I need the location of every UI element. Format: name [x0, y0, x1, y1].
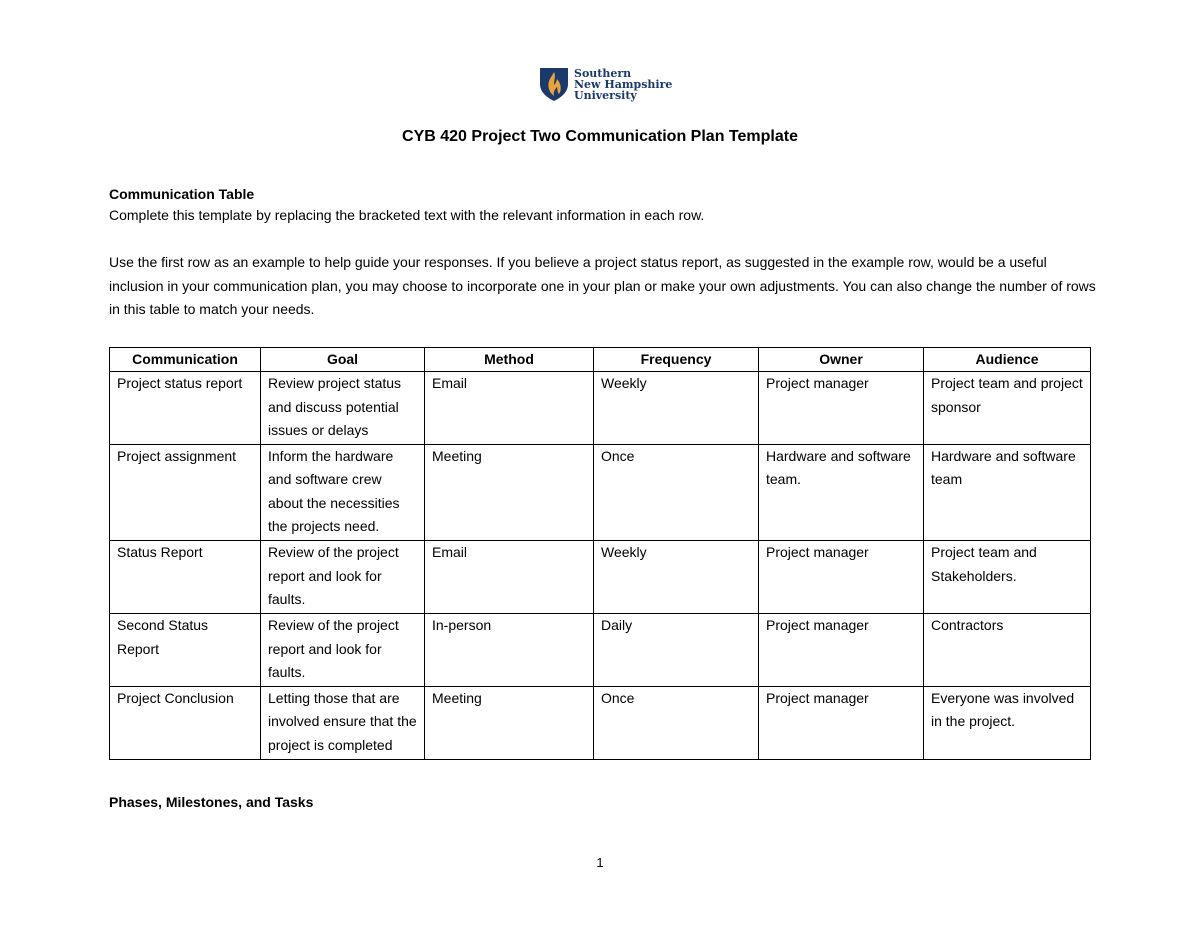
- table-cell[interactable]: Project status report: [110, 372, 261, 445]
- document-title: CYB 420 Project Two Communication Plan Template: [402, 128, 798, 145]
- table-cell[interactable]: Once: [594, 445, 759, 541]
- table-cell[interactable]: Project assignment: [110, 445, 261, 541]
- table-cell[interactable]: Email: [425, 541, 594, 614]
- logo-wordmark: [574, 68, 672, 101]
- table-cell[interactable]: Weekly: [594, 541, 759, 614]
- section-heading: Communication Table: [109, 186, 255, 202]
- table-cell[interactable]: Review project status and discuss potential issues or delays: [261, 372, 425, 445]
- logo-line-3: University: [574, 88, 637, 102]
- table-cell[interactable]: Letting those that are involved ensure that the project is completed: [261, 687, 425, 760]
- table-cell[interactable]: Contractors: [924, 614, 1091, 687]
- table-cell[interactable]: Project Conclusion: [110, 687, 261, 760]
- table-row: [110, 445, 1091, 541]
- table-cell[interactable]: Daily: [594, 614, 759, 687]
- table-cell[interactable]: Meeting: [425, 687, 594, 760]
- table-cell[interactable]: Hardware and software team: [924, 445, 1091, 541]
- column-header: Audience: [924, 348, 1091, 372]
- guidance-paragraph: Use the first row as an example to help guide your responses. If you believe a project status report, as suggested in the example row, would be a useful inclusion in your communication plan, you may choose to incorporate one in your plan or make your own adjustments. You can also change the number of rows in this table to match your needs.: [109, 254, 1096, 317]
- table-cell[interactable]: Review of the project report and look for faults.: [261, 541, 425, 614]
- table-cell[interactable]: Project manager: [759, 687, 924, 760]
- table-row: [110, 372, 1091, 445]
- table-cell[interactable]: Project team and Stakeholders.: [924, 541, 1091, 614]
- table-cell[interactable]: Project manager: [759, 614, 924, 687]
- table-cell[interactable]: Hardware and software team.: [759, 445, 924, 541]
- column-header: Owner: [759, 348, 924, 372]
- table-cell[interactable]: Once: [594, 687, 759, 760]
- table-row: [110, 687, 1091, 760]
- table-cell[interactable]: Email: [425, 372, 594, 445]
- column-header: Goal: [261, 348, 425, 372]
- table-cell[interactable]: Project manager: [759, 541, 924, 614]
- table-row: [110, 614, 1091, 687]
- page-number: 1: [596, 855, 604, 870]
- logo-line-2: New Hampshire: [574, 77, 673, 91]
- table-cell[interactable]: Project manager: [759, 372, 924, 445]
- table-cell[interactable]: Weekly: [594, 372, 759, 445]
- phases-heading: Phases, Milestones, and Tasks: [109, 794, 314, 810]
- table-cell[interactable]: Everyone was involved in the project.: [924, 687, 1091, 760]
- table-cell[interactable]: Meeting: [425, 445, 594, 541]
- instruction-paragraph: Complete this template by replacing the bracketed text with the relevant information in each row.: [109, 207, 705, 223]
- column-header: Method: [425, 348, 594, 372]
- table-cell[interactable]: Inform the hardware and software crew about the necessities the projects need.: [261, 445, 425, 541]
- shield-flame-icon: [538, 66, 570, 102]
- column-header: Frequency: [594, 348, 759, 372]
- table-cell[interactable]: Project team and project sponsor: [924, 372, 1091, 445]
- table-cell[interactable]: Status Report: [110, 541, 261, 614]
- table-header-row: [110, 348, 1091, 372]
- table-cell[interactable]: In-person: [425, 614, 594, 687]
- table-cell[interactable]: Review of the project report and look for faults.: [261, 614, 425, 687]
- table-row: [110, 541, 1091, 614]
- snhu-logo: [538, 64, 672, 104]
- column-header: Communication: [110, 348, 261, 372]
- table-cell[interactable]: Second Status Report: [110, 614, 261, 687]
- logo-line-1: Southern: [574, 66, 632, 80]
- communication-table: [109, 347, 1091, 760]
